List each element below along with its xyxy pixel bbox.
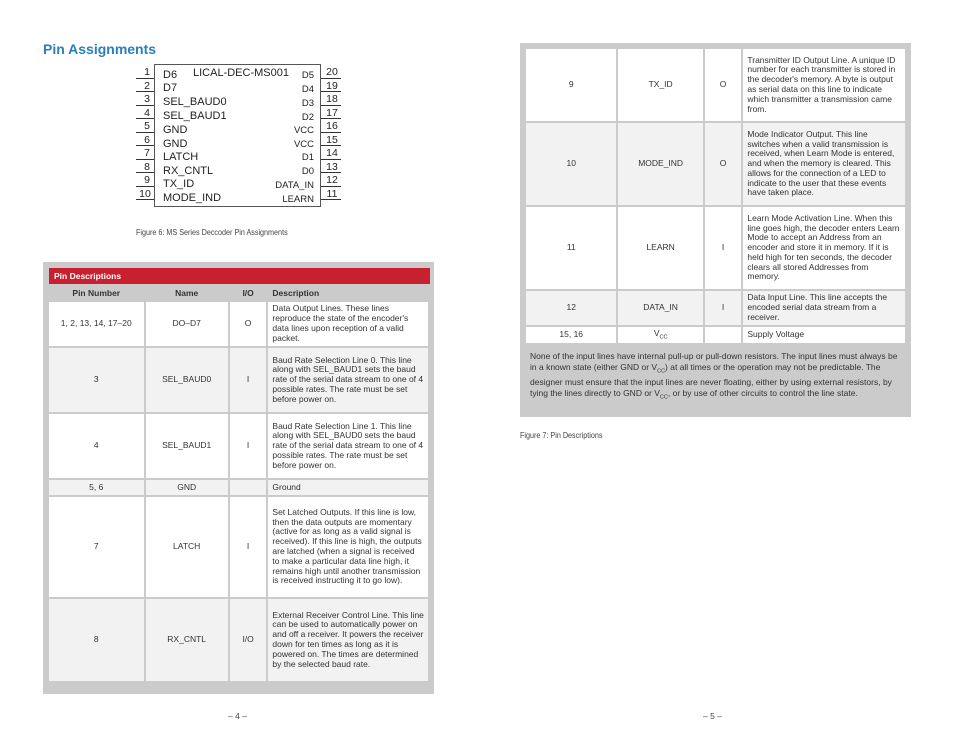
pin-label: TX_ID <box>163 178 195 190</box>
pin-label: D6 <box>163 69 178 81</box>
table-row <box>49 480 428 495</box>
pin-number: 3 <box>144 93 150 105</box>
cell-pin-number: 11 <box>526 207 616 289</box>
cell-name <box>618 327 702 343</box>
pin-table-page5 <box>524 47 907 345</box>
pin-label: GND <box>163 138 188 150</box>
table-row <box>526 291 905 325</box>
pin-lead <box>136 145 154 146</box>
column-header-name: Name <box>146 286 228 300</box>
pin-label: GND <box>163 124 188 136</box>
cell-description: External Receiver Control Line. This line can be used to automatically power on and off a receiver. It powers the receiver down for ten times as long as it is powered on. The times are determined by the selected baud rate. <box>268 599 428 681</box>
page-title: Pin Assignments <box>43 41 157 57</box>
cell-description: Transmitter ID Output Line. A unique ID number for each transmitter is stored in the decoder's memory. A byte is output as serial data on this line to indicate which transmitter a transmission came from. <box>743 49 905 121</box>
pin-number: 4 <box>144 107 150 119</box>
pin-lead <box>136 91 154 92</box>
cell-name: RX_CNTL <box>146 599 228 681</box>
pin-label: D4 <box>301 84 314 95</box>
pin-lead <box>321 91 341 92</box>
pin-lead <box>321 199 341 200</box>
pin-descriptions-title: Pin Descriptions <box>49 268 430 284</box>
pin-number: 7 <box>144 147 150 159</box>
pin-label: VCC <box>293 139 314 150</box>
table-header-row <box>49 286 428 300</box>
pin-number: 20 <box>326 66 338 78</box>
pin-number: 12 <box>326 174 338 186</box>
pin-lead <box>136 199 154 200</box>
cell-name: LATCH <box>146 497 228 597</box>
note-text: None of the input lines have internal pull-up or pull-down resistors. The input lines must always be in a known state (either GND or V <box>530 351 898 373</box>
pin-label: RX_CNTL <box>163 165 214 177</box>
pin-number: 9 <box>144 174 150 186</box>
pin-lead <box>136 118 154 119</box>
cell-pin-number: 10 <box>526 123 616 205</box>
pin-number: 1 <box>144 66 150 78</box>
pin-number: 10 <box>139 188 151 200</box>
pin-lead <box>136 186 154 187</box>
cell-io: I <box>230 497 267 597</box>
note-text: ) at all times or the operation may not be predictable. The designer must ensure that the input lines are never floating, either by using external resistors, by tying the lines directly to GND or V <box>530 362 892 399</box>
cell-pin-number: 1, 2, 13, 14, 17–20 <box>49 302 144 346</box>
cell-io <box>705 327 742 343</box>
cell-name: GND <box>146 480 228 495</box>
cell-io: O <box>230 302 267 346</box>
cell-description: Mode Indicator Output. This line switches when a valid transmission is received, when Learn Mode is entered, and when the memory is cleared. This allows for the connection of a LED to indicate to the user that these events have taken place. <box>743 123 905 205</box>
pin-lead <box>136 105 154 106</box>
column-header-io: I/O <box>230 286 267 300</box>
cell-description: Data Input Line. This line accepts the encoded serial data stream from a receiver. <box>743 291 905 325</box>
cell-io: I <box>705 207 742 289</box>
cell-pin-number: 12 <box>526 291 616 325</box>
vcc-subscript: CC <box>659 334 668 341</box>
cell-pin-number: 8 <box>49 599 144 681</box>
cell-pin-number: 3 <box>49 348 144 412</box>
pin-lead <box>321 159 341 160</box>
cell-pin-number: 4 <box>49 414 144 478</box>
table-row <box>49 348 428 412</box>
cell-name: LEARN <box>618 207 702 289</box>
note-subscript: CC <box>657 369 666 376</box>
pin-label: D1 <box>301 152 314 163</box>
pin-number: 6 <box>144 134 150 146</box>
cell-name: SEL_BAUD1 <box>146 414 228 478</box>
pin-lead <box>321 132 341 133</box>
cell-description: Supply Voltage <box>743 327 905 343</box>
pin-number: 14 <box>326 147 338 159</box>
pin-number: 13 <box>326 161 338 173</box>
pin-descriptions-panel <box>43 262 434 694</box>
pin-lead <box>136 172 154 173</box>
cell-description: Baud Rate Selection Line 0. This line along with SEL_BAUD1 sets the baud rate of the serial data stream to one of 4 possible rates. The rate must be set before power on. <box>268 348 428 412</box>
table-row <box>49 414 428 478</box>
table-row <box>49 497 428 597</box>
page-number: – 4 – <box>228 711 247 721</box>
pin-lead <box>321 172 341 173</box>
pin-label: MODE_IND <box>163 192 222 204</box>
cell-name: TX_ID <box>618 49 702 121</box>
cell-io: I <box>705 291 742 325</box>
cell-io: O <box>705 49 742 121</box>
figure-7-caption: Figure 7: Pin Descriptions <box>520 431 603 440</box>
table-row <box>526 207 905 289</box>
pin-lead <box>321 118 341 119</box>
pin-lead <box>136 132 154 133</box>
cell-description: Set Latched Outputs. If this line is low, then the data outputs are momentary (active for as long as a valid signal is received). If this line is high, the outputs are latched (when a signal is received to make a particular data line high, it remains high until another transmission is received instructing it to go low). <box>268 497 428 597</box>
cell-description: Ground <box>268 480 428 495</box>
pin-descriptions-panel-continued <box>520 43 911 417</box>
cell-pin-number: 7 <box>49 497 144 597</box>
pin-lead <box>321 145 341 146</box>
cell-io <box>230 480 267 495</box>
table-row <box>49 302 428 346</box>
pin-lead <box>321 78 341 79</box>
cell-io: O <box>705 123 742 205</box>
note-text: , or by use of other circuits to control the line state. <box>667 388 858 399</box>
cell-description: Data Output Lines. These lines reproduce the state of the encoder's data lines upon reception of a valid packet. <box>268 302 428 346</box>
figure-6-caption: Figure 6: MS Series Deccoder Pin Assignments <box>136 228 288 237</box>
pin-lead <box>321 186 341 187</box>
note-subscript: CC <box>659 394 668 401</box>
pin-number: 18 <box>326 93 338 105</box>
pin-label: SEL_BAUD0 <box>163 96 227 108</box>
cell-pin-number: 15, 16 <box>526 327 616 343</box>
pin-number: 17 <box>326 107 338 119</box>
table-row <box>49 599 428 681</box>
column-header-pin-number: Pin Number <box>49 286 144 300</box>
cell-pin-number: 5, 6 <box>49 480 144 495</box>
pin-lead <box>136 78 154 79</box>
pin-number: 15 <box>326 134 338 146</box>
pin-lead <box>136 159 154 160</box>
cell-description: Learn Mode Activation Line. When this line goes high, the decoder enters Learn Mode to accept an Address from an encoder and store it in memory. If it is held high for ten seconds, the decoder clears all stored Addresses from memory. <box>743 207 905 289</box>
table-row <box>526 49 905 121</box>
pin-label: LEARN <box>282 194 314 205</box>
cell-name: MODE_IND <box>618 123 702 205</box>
pin-label: LATCH <box>163 151 199 163</box>
pin-number: 8 <box>144 161 150 173</box>
pin-label: D0 <box>301 166 314 177</box>
cell-name: DATA_IN <box>618 291 702 325</box>
pin-number: 19 <box>326 80 338 92</box>
pin-label: D7 <box>163 82 178 94</box>
chip-part-number: LICAL-DEC-MS001 <box>193 67 289 79</box>
input-lines-note <box>530 351 902 402</box>
page-number: – 5 – <box>703 711 722 721</box>
cell-io: I <box>230 414 267 478</box>
table-row <box>526 123 905 205</box>
pin-number: 2 <box>144 80 150 92</box>
pin-label: SEL_BAUD1 <box>163 110 227 122</box>
table-row <box>526 327 905 343</box>
cell-description: Baud Rate Selection Line 1. This line along with SEL_BAUD0 sets the baud rate of the serial data stream to one of 4 possible rates. The rate must be set before power on. <box>268 414 428 478</box>
pin-label: VCC <box>293 125 314 136</box>
cell-name: SEL_BAUD0 <box>146 348 228 412</box>
cell-pin-number: 9 <box>526 49 616 121</box>
pin-label: DATA_IN <box>275 180 314 191</box>
pin-number: 16 <box>326 120 338 132</box>
pin-table-page4 <box>47 284 430 683</box>
pin-label: D2 <box>301 112 314 123</box>
pin-number: 11 <box>326 188 338 200</box>
vcc-name: V <box>653 328 660 338</box>
column-header-description: Description <box>268 286 428 300</box>
pin-label: D5 <box>301 70 314 81</box>
cell-io: I/O <box>230 599 267 681</box>
pin-label: D3 <box>301 98 314 109</box>
cell-name: DO–D7 <box>146 302 228 346</box>
pin-lead <box>321 105 341 106</box>
pin-number: 5 <box>144 120 150 132</box>
cell-io: I <box>230 348 267 412</box>
